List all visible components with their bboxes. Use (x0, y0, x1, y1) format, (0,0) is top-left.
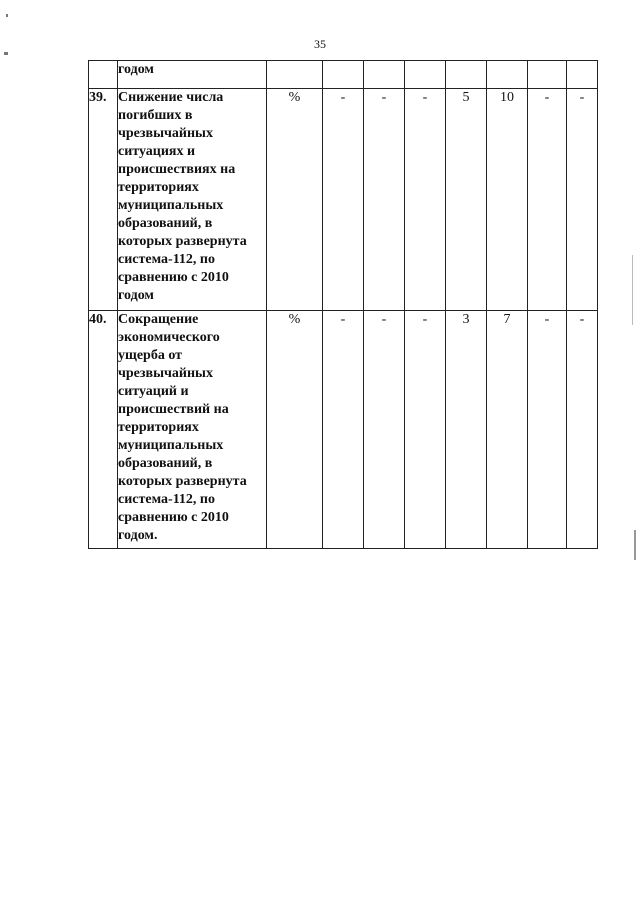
scan-mark (4, 52, 8, 55)
value-cell (487, 61, 528, 89)
value-cell: - (567, 89, 598, 311)
page-number: 35 (314, 37, 326, 51)
value-cell: 5 (446, 89, 487, 311)
value-cell: 3 (446, 311, 487, 549)
unit-cell: % (267, 89, 323, 311)
value-cell: - (528, 311, 567, 549)
table-row (89, 61, 598, 89)
row-number (89, 61, 118, 89)
value-cell: - (528, 89, 567, 311)
unit-cell (267, 61, 323, 89)
value-cell: 10 (487, 89, 528, 311)
row-number: 40. (89, 311, 118, 549)
value-cell: - (364, 311, 405, 549)
value-cell (446, 61, 487, 89)
unit-cell: % (267, 311, 323, 549)
table-row (89, 311, 598, 549)
indicator-name: Сокращение экономического ущерба от чрезвычайных ситуаций и происшествий на территориях муниципальных образований, в которых развернута система-112, по сравнению с 2010 годом. (118, 311, 267, 549)
value-cell: 7 (487, 311, 528, 549)
row-number: 39. (89, 89, 118, 311)
value-cell: - (567, 311, 598, 549)
value-cell: - (364, 89, 405, 311)
scan-mark (6, 14, 8, 17)
value-cell: - (405, 311, 446, 549)
scan-mark (634, 530, 636, 560)
value-cell: - (323, 89, 364, 311)
value-cell (364, 61, 405, 89)
scan-mark (632, 255, 633, 325)
indicator-name: Снижение числа погибших в чрезвычайных ситуациях и происшествиях на территориях муниципальных образований, в которых развернута система-112, по сравнению с 2010 годом (118, 89, 267, 311)
indicator-name: годом (118, 61, 267, 89)
value-cell (405, 61, 446, 89)
table-row (89, 89, 598, 311)
value-cell (323, 61, 364, 89)
value-cell (528, 61, 567, 89)
value-cell (567, 61, 598, 89)
value-cell: - (323, 311, 364, 549)
indicators-table (88, 60, 598, 549)
value-cell: - (405, 89, 446, 311)
